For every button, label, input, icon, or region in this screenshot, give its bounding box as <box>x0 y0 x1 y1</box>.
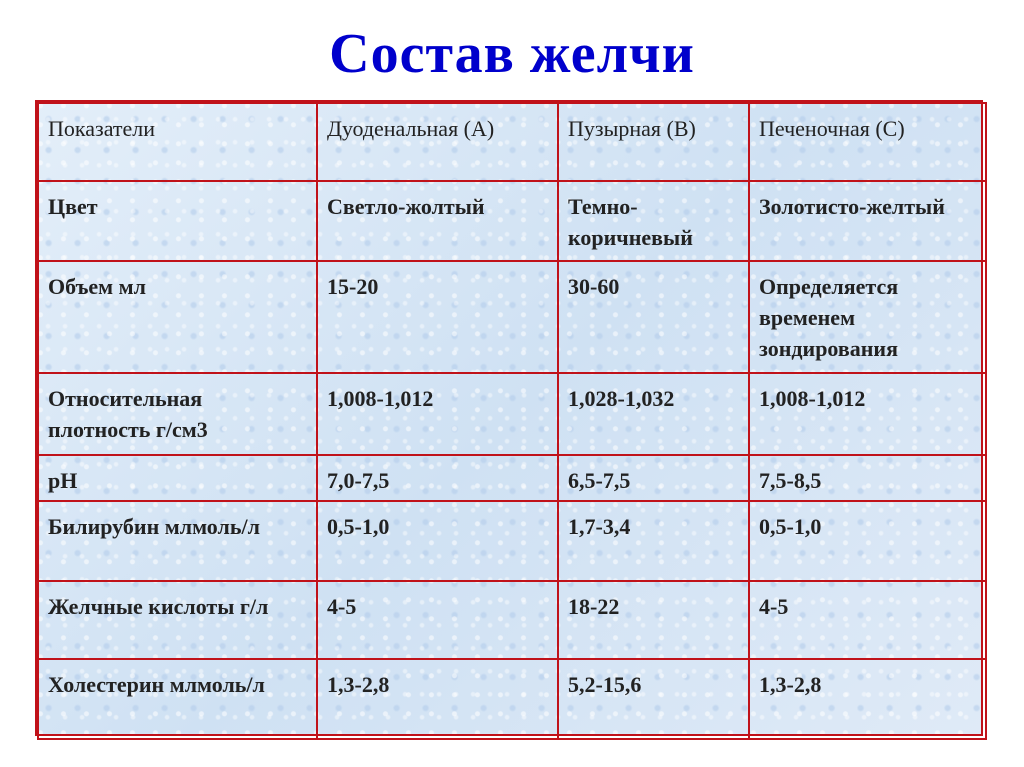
table-cell: 1,008-1,012 <box>317 373 558 455</box>
row-label: Относительная плотность г/см3 <box>38 373 317 455</box>
table-row <box>38 373 986 455</box>
table-cell: 1,008-1,012 <box>749 373 986 455</box>
table-cell: 1,028-1,032 <box>558 373 749 455</box>
table-cell: Светло-жолтый <box>317 181 558 261</box>
table-cell: 1,7-3,4 <box>558 501 749 581</box>
table-cell: 18-22 <box>558 581 749 659</box>
table-cell: Определяется временем зондирования <box>749 261 986 373</box>
row-label: Билирубин млмоль/л <box>38 501 317 581</box>
table-cell: 7,0-7,5 <box>317 455 558 501</box>
table-cell: 30-60 <box>558 261 749 373</box>
bile-composition-table <box>35 100 983 736</box>
table-cell: 6,5-7,5 <box>558 455 749 501</box>
table-cell: 0,5-1,0 <box>749 501 986 581</box>
table-row <box>38 455 986 501</box>
table-cell: 15-20 <box>317 261 558 373</box>
row-label: Объем мл <box>38 261 317 373</box>
table-row <box>38 181 986 261</box>
table-cell: Золотисто-желтый <box>749 181 986 261</box>
row-label: Желчные кислоты г/л <box>38 581 317 659</box>
table-cell: 7,5-8,5 <box>749 455 986 501</box>
slide-title: Состав желчи <box>329 23 695 85</box>
table-cell: 1,3-2,8 <box>317 659 558 739</box>
table-row <box>38 501 986 581</box>
row-label: pH <box>38 455 317 501</box>
table-cell: 0,5-1,0 <box>317 501 558 581</box>
table-cell: 1,3-2,8 <box>749 659 986 739</box>
header-cell: Печеночная (С) <box>749 103 986 181</box>
header-cell: Пузырная (В) <box>558 103 749 181</box>
header-cell: Показатели <box>38 103 317 181</box>
header-cell: Дуоденальная (А) <box>317 103 558 181</box>
table-cell: 4-5 <box>317 581 558 659</box>
row-label: Холестерин млмоль/л <box>38 659 317 739</box>
table-cell: Темно-коричневый <box>558 181 749 261</box>
table-row <box>38 581 986 659</box>
table-row <box>38 261 986 373</box>
table-cell: 5,2-15,6 <box>558 659 749 739</box>
table-row <box>38 659 986 739</box>
row-label: Цвет <box>38 181 317 261</box>
table-cell: 4-5 <box>749 581 986 659</box>
table-header-row <box>38 103 986 181</box>
